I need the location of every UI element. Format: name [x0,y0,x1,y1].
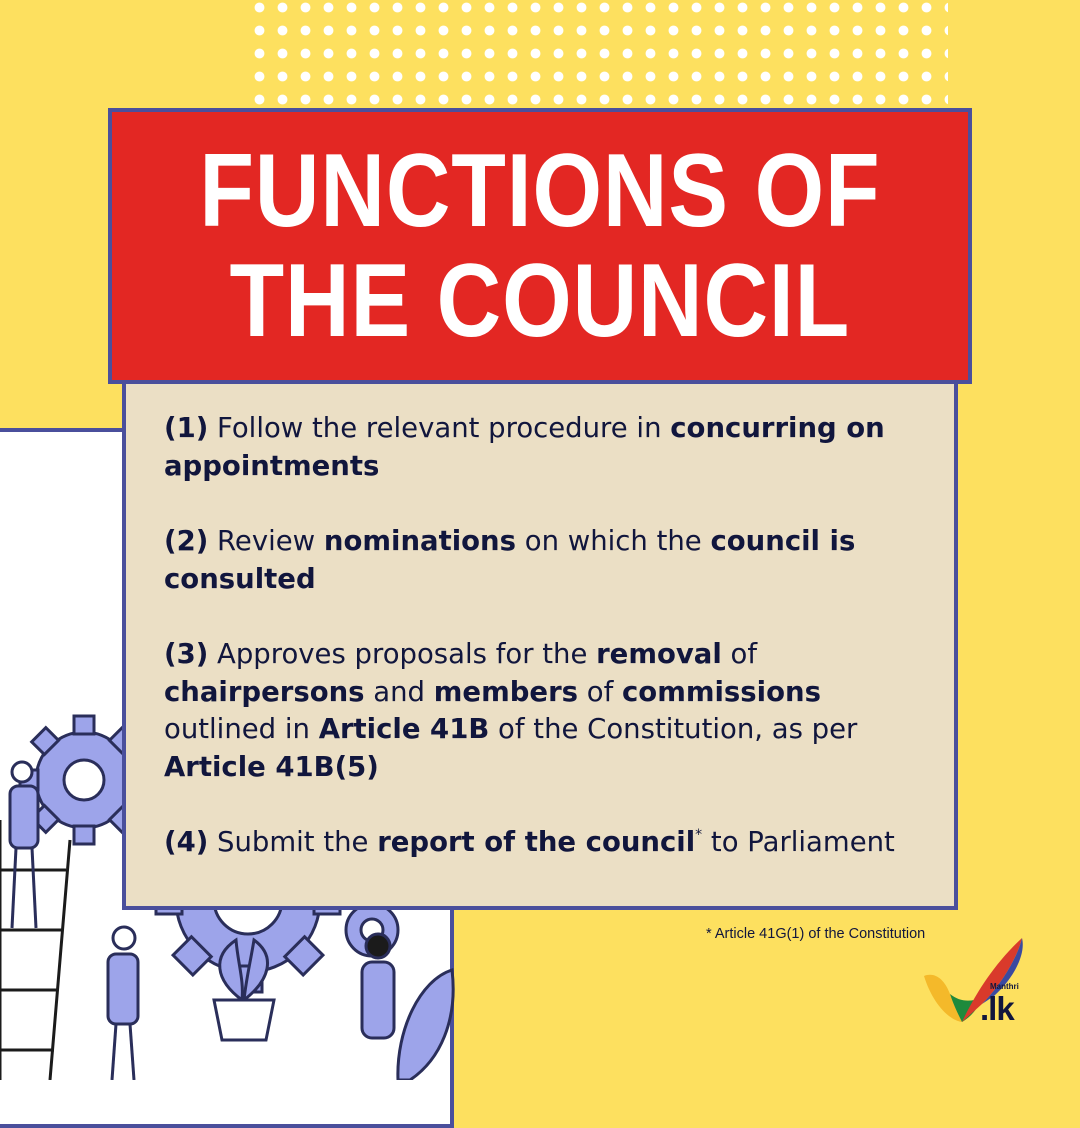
body-text: Follow the relevant procedure in [208,412,671,444]
body-text: outlined in [164,713,319,745]
emphasis-text: members [433,675,578,708]
emphasis-text: commissions [622,675,821,708]
emphasis-text: (1) [164,412,209,444]
body-text: on which the [516,525,711,557]
function-item [164,636,914,786]
body-text: of [721,638,758,670]
emphasis-text: nominations [323,525,516,557]
emphasis-text: Article 41B [318,713,490,745]
person-on-ladder-icon [10,762,38,928]
emphasis-text: (3) [164,638,209,670]
page-title-line-2: THE COUNCIL [229,243,851,359]
dot-pattern [248,0,948,106]
footnote: * Article 41G(1) of the Constitution [706,926,926,942]
body-text: Submit the [208,826,378,858]
function-item [164,523,914,598]
function-item [164,410,914,485]
emphasis-text: concurring on appointments [164,412,885,482]
body-text: and [364,675,434,708]
body-text: of the Constitution, as per [489,713,858,745]
emphasis-text: report of the council [377,826,696,858]
logo-brand-text: Manthri [990,982,1019,991]
body-text: Review [208,525,324,557]
body-text: Approves proposals for the [208,638,597,670]
emphasis-text: removal [596,638,722,670]
woman-with-leaf-icon [362,934,453,1080]
emphasis-text: Article 41B(5) [164,750,379,783]
standing-person-icon [108,927,138,1080]
ladder-icon [0,820,70,1080]
functions-list [122,374,958,910]
body-text: to Parliament [702,826,895,858]
title-banner [108,108,972,384]
emphasis-text: council is consulted [164,525,856,595]
logo-domain-text: .lk [980,990,1014,1027]
emphasis-text: chairpersons [164,675,365,708]
emphasis-text: (4) [164,826,209,858]
footnote-marker: * [695,827,703,843]
page-title-line-1: FUNCTIONS OF [199,133,881,249]
body-text: of [578,675,622,708]
emphasis-text: (2) [164,525,209,557]
function-item [164,824,914,862]
